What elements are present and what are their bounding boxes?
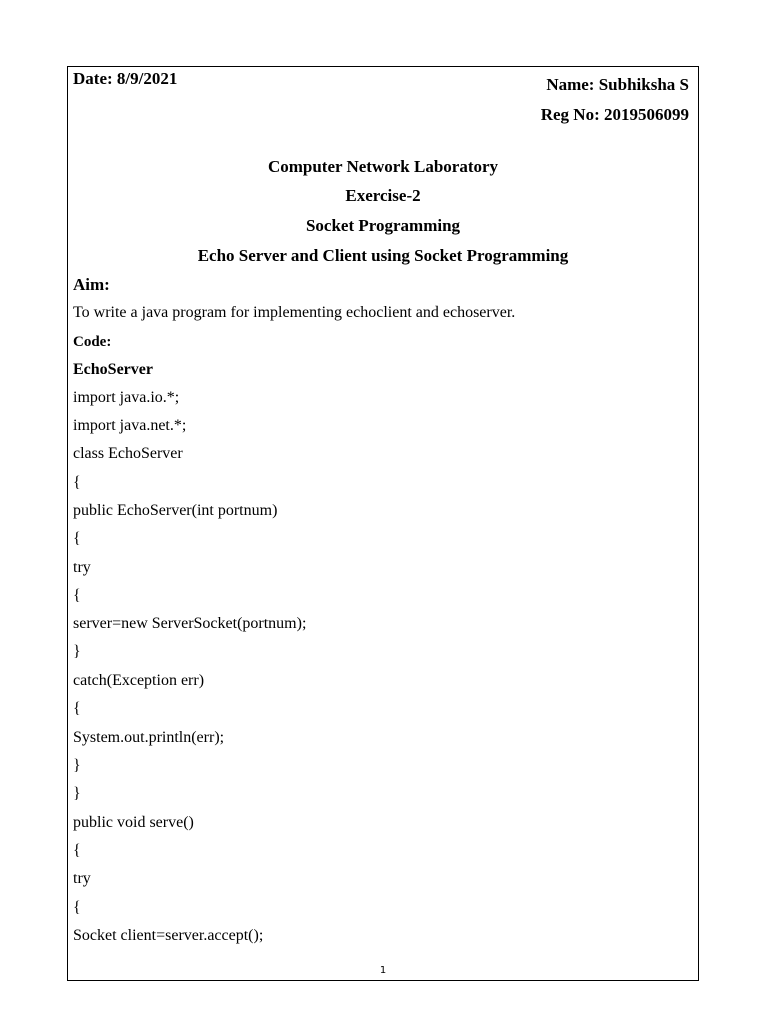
aim-heading: Aim:: [73, 275, 110, 294]
code-line: import java.io.*;: [73, 389, 180, 406]
code-line: }: [73, 643, 81, 660]
code-line: {: [73, 700, 81, 717]
experiment-title: Echo Server and Client using Socket Programming: [197, 246, 569, 265]
code-line: class EchoServer: [73, 445, 183, 462]
topic-title: Socket Programming: [305, 216, 461, 235]
exercise-title: Exercise-2: [345, 186, 421, 205]
student-name: Name: Subhiksha S: [546, 75, 689, 94]
code-line: try: [73, 559, 91, 576]
course-title: Computer Network Laboratory: [267, 157, 499, 176]
code-line: import java.net.*;: [73, 417, 187, 434]
code-line: public EchoServer(int portnum): [73, 502, 278, 519]
code-line: }: [73, 757, 81, 774]
code-line: Socket client=server.accept();: [73, 927, 264, 944]
code-line: {: [73, 899, 81, 916]
registration-number: Reg No: 2019506099: [540, 105, 689, 124]
code-line: {: [73, 474, 81, 491]
date-label: Date: 8/9/2021: [73, 69, 178, 88]
code-line: }: [73, 785, 81, 802]
code-subheading: EchoServer: [73, 361, 153, 378]
code-line: {: [73, 842, 81, 859]
code-line: catch(Exception err): [73, 672, 205, 689]
code-line: server=new ServerSocket(portnum);: [73, 615, 307, 632]
code-heading: Code:: [73, 334, 112, 350]
code-line: {: [73, 587, 81, 604]
code-line: try: [73, 870, 91, 887]
page-number: 1: [379, 965, 387, 976]
code-line: public void serve(): [73, 814, 194, 831]
code-line: {: [73, 530, 81, 547]
aim-text: To write a java program for implementing echoclient and echoserver.: [73, 304, 516, 321]
code-line: System.out.println(err);: [73, 729, 225, 746]
